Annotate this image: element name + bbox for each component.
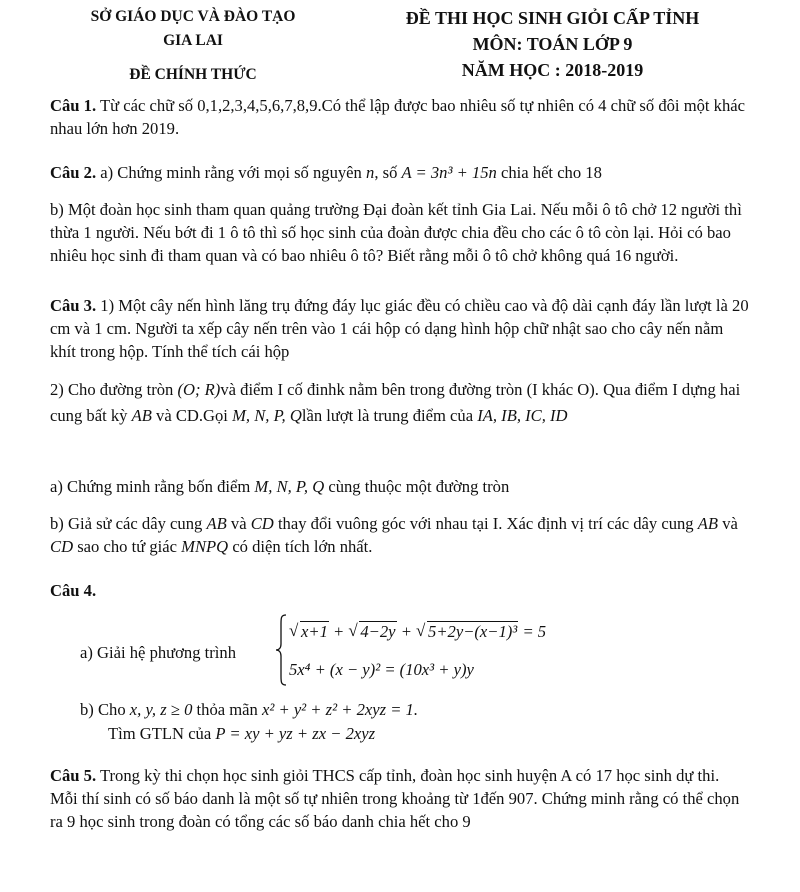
question-2b	[50, 198, 750, 267]
question-3-part2-prefix: 2) Cho đường tròn	[50, 380, 174, 399]
exam-year: NĂM HỌC : 2018-2019	[461, 60, 644, 80]
question-3-part2-mid3: lần lượt là trung điểm của	[301, 406, 474, 425]
question-3b-chord-cd-2: CD	[50, 537, 74, 556]
question-2a-mid: , số	[374, 163, 398, 182]
question-1-label: Câu 1.	[50, 96, 97, 115]
equation-1: √ x+1 + √ 4−2y + √ 5+2y−(x−1)³ = 5	[289, 622, 546, 642]
question-5	[50, 764, 750, 833]
question-3a-suffix: cùng thuộc một đường tròn	[328, 477, 510, 496]
question-3-part1-text: 1) Một cây nến hình lăng trụ đứng đáy lục giác đều có chiều cao và độ dài cạnh đáy lần lượt là 20 cm và 1 cm. Người ta xếp cây nến trên vào 1 cái hộp có dạng hình hộp chữ nhật sao cho cây nến nằm khít trong hộp. Tính thể tích cái hộp	[50, 296, 749, 361]
question-3-part2-mid1: và điểm I cố đinhk nằm bên trong đường tròn (I khác O). Qua điểm I dựng hai cung bất kỳ	[50, 380, 741, 425]
question-2a-suffix: chia hết cho 18	[500, 163, 602, 182]
question-3-part1	[50, 294, 750, 363]
question-2a-var: n	[366, 163, 375, 182]
question-3b-quadrilateral: MNPQ	[181, 537, 229, 556]
sqrt-2-radicand: 4−2y	[360, 622, 396, 641]
question-3-part2-mid2: và CD.Gọi	[156, 406, 228, 425]
equation-1-rhs: = 5	[522, 622, 547, 641]
sqrt-1-radicand: x+1	[301, 622, 328, 641]
question-3-label: Câu 3.	[50, 296, 97, 315]
sqrt-3-radicand: 5+2y−(x−1)³	[428, 622, 518, 641]
question-4b-vars: x, y, z ≥ 0	[129, 700, 193, 719]
question-3b-prefix: b) Giả sử các dây cung	[50, 514, 203, 533]
question-3b-and: và	[230, 514, 247, 533]
question-3b-suffix: có diện tích lớn nhất.	[232, 537, 373, 556]
question-3b-mid: thay đổi vuông góc với nhau tại I. Xác định vị trí các dây cung	[277, 514, 694, 533]
system-brace-icon	[275, 614, 287, 686]
sqrt-2	[348, 622, 396, 642]
question-2a-prefix: a) Chứng minh rằng với mọi số nguyên	[100, 163, 362, 182]
question-1	[50, 94, 750, 140]
sqrt-1	[289, 622, 329, 642]
province-name: GIA LAI	[163, 32, 223, 49]
question-3-segments: IA, IB, IC, ID	[477, 406, 568, 425]
question-3-circle: (O; R)	[177, 380, 221, 399]
equation-2: 5x⁴ + (x − y)² = (10x³ + y)y	[289, 660, 474, 679]
official-label: ĐỀ CHÍNH THỨC	[129, 66, 257, 83]
question-4b-condition: x² + y² + z² + 2xyz = 1.	[261, 700, 419, 719]
question-5-label: Câu 5.	[50, 766, 97, 785]
question-3a-prefix: a) Chứng minh rằng bốn điểm	[50, 477, 251, 496]
question-4b-mid: thỏa mãn	[196, 700, 258, 719]
question-2a	[50, 161, 750, 184]
question-1-text: Từ các chữ số 0,1,2,3,4,5,6,7,8,9.Có thể lập được bao nhiêu số tự nhiên có 4 chữ số đôi một khác nhau lớn hơn 2019.	[50, 96, 745, 138]
department-name: SỞ GIÁO DỤC VÀ ĐÀO TẠO	[90, 8, 296, 25]
sqrt-3	[416, 622, 518, 642]
question-2b-text: b) Một đoàn học sinh tham quan quảng trường Đại đoàn kết tỉnh Gia Lai. Nếu mỗi ô tô chở 12 người thì thừa 1 người. Nếu bớt đi 1 ô tô thì số học sinh của đoàn được chia đều cho các ô tô còn lại. Hỏi có bao nhiêu học sinh đi tham quan và có bao nhiêu ô tô? Biết rằng mỗi ô tô chở không quá 16 người.	[50, 200, 742, 265]
question-3b-chord-ab-2: AB	[697, 514, 719, 533]
question-4b-line2	[108, 722, 708, 745]
equation-system	[275, 614, 635, 686]
question-3-part2b	[50, 512, 750, 558]
question-3b-mid-2: sao cho tứ giác	[77, 537, 177, 556]
question-5-text: Trong kỳ thi chọn học sinh giỏi THCS cấp tỉnh, đoàn học sinh huyện A có 17 học sinh dự thi. Mỗi thí sinh có số báo danh là một số tự nhiên trong khoảng từ 1đến 907. Chứng minh rằng có thể chọn ra 9 học sinh trong đoàn có tổng các số báo danh chia hết cho 9	[50, 766, 740, 831]
question-3b-and-2: và	[722, 514, 738, 533]
question-2a-formula: A = 3n³ + 15n	[401, 163, 497, 182]
question-3a-points: M, N, P, Q	[254, 477, 325, 496]
question-3-points: M, N, P, Q	[232, 406, 302, 425]
exam-title: ĐỀ THI HỌC SINH GIỎI CẤP TỈNH	[405, 8, 700, 28]
question-4b-line1	[80, 698, 720, 721]
question-4b-expression: P = xy + yz + zx − 2xyz	[215, 724, 376, 743]
exam-subject: MÔN: TOÁN LỚP 9	[472, 34, 633, 54]
question-3-part2a	[50, 475, 750, 498]
question-4-label: Câu 4.	[50, 581, 97, 600]
question-4b-line2-prefix: Tìm GTLN của	[108, 724, 212, 743]
question-4a-text: a) Giải hệ phương trình	[80, 643, 237, 662]
question-3b-chord-ab: AB	[206, 514, 227, 533]
question-2-label: Câu 2.	[50, 163, 97, 182]
question-4b-prefix: b) Cho	[80, 700, 126, 719]
question-3-chord-ab: AB	[131, 406, 152, 425]
question-3b-chord-cd: CD	[250, 514, 274, 533]
question-4-label-row	[50, 579, 750, 602]
question-3-part2	[50, 377, 750, 429]
